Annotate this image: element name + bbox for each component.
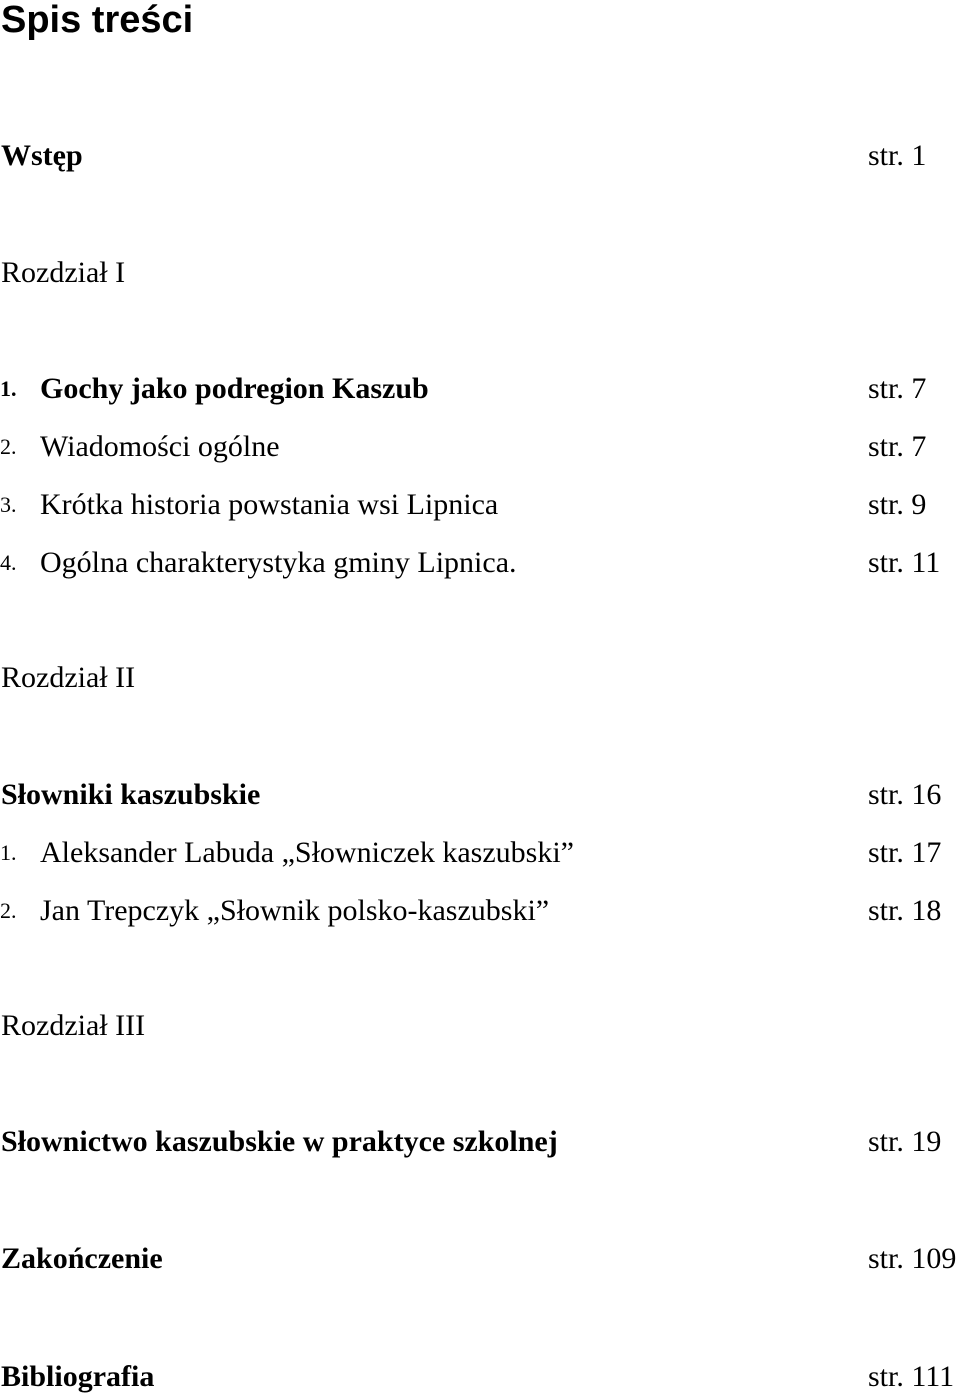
toc-entry-title: Słowniki kaszubskie [1,778,261,811]
toc-entry-page: str. 11 [868,546,941,579]
toc-entry-number: 1. [0,840,17,865]
toc-entry-wstep [0,136,960,176]
chapter-heading-title: Rozdział III [1,1009,146,1042]
toc-entry-title: Wiadomości ogólne [40,430,280,463]
toc-entry-slownictwo [0,1122,960,1162]
toc-entry-number: 1. [0,376,17,401]
toc-entry-1-1 [0,369,960,409]
toc-entry-title: Aleksander Labuda „Słowniczek kaszubski” [40,836,574,869]
toc-entry-number: 3. [0,492,17,517]
toc-entry-slowniki [0,775,960,815]
toc-entry-title: Gochy jako podregion Kaszub [40,372,429,405]
toc-entry-title: Zakończenie [1,1242,163,1275]
toc-entry-1-4 [0,543,960,583]
toc-entry-page: str. 1 [868,139,927,172]
chapter-heading-2 [0,658,960,698]
toc-entry-page: str. 19 [868,1125,942,1158]
toc-entry-page: str. 9 [868,488,927,521]
chapter-heading-title: Rozdział II [1,661,136,694]
toc-entry-page: str. 111 [868,1360,955,1393]
toc-entry-number: 2. [0,434,17,459]
toc-entry-page: str. 109 [868,1242,957,1275]
toc-entry-title: Bibliografia [1,1360,155,1393]
toc-entry-page: str. 18 [868,894,942,927]
toc-entry-title: Ogólna charakterystyka gminy Lipnica. [40,546,517,579]
toc-entry-1-3 [0,485,960,525]
toc-entry-2-1 [0,833,960,873]
toc-entry-title: Krótka historia powstania wsi Lipnica [40,488,499,521]
toc-entry-zakonczenie [0,1239,960,1279]
toc-entry-page: str. 16 [868,778,942,811]
toc-entry-page: str. 7 [868,430,927,463]
toc-entry-2-2 [0,891,960,931]
chapter-heading-1 [0,253,960,293]
toc-entry-number: 4. [0,550,17,575]
toc-entry-1-2 [0,427,960,467]
toc-entry-page: str. 17 [868,836,942,869]
page-title: Spis treści [1,0,194,41]
toc-entry-title: Wstęp [1,139,83,172]
toc-entry-title: Jan Trepczyk „Słownik polsko-kaszubski” [40,894,550,927]
chapter-heading-title: Rozdział I [1,256,126,289]
toc-entry-bibliografia [0,1357,960,1397]
toc-entry-title: Słownictwo kaszubskie w praktyce szkolnej [1,1125,558,1158]
chapter-heading-3 [0,1006,960,1046]
toc-entry-number: 2. [0,898,17,923]
toc-entry-page: str. 7 [868,372,927,405]
